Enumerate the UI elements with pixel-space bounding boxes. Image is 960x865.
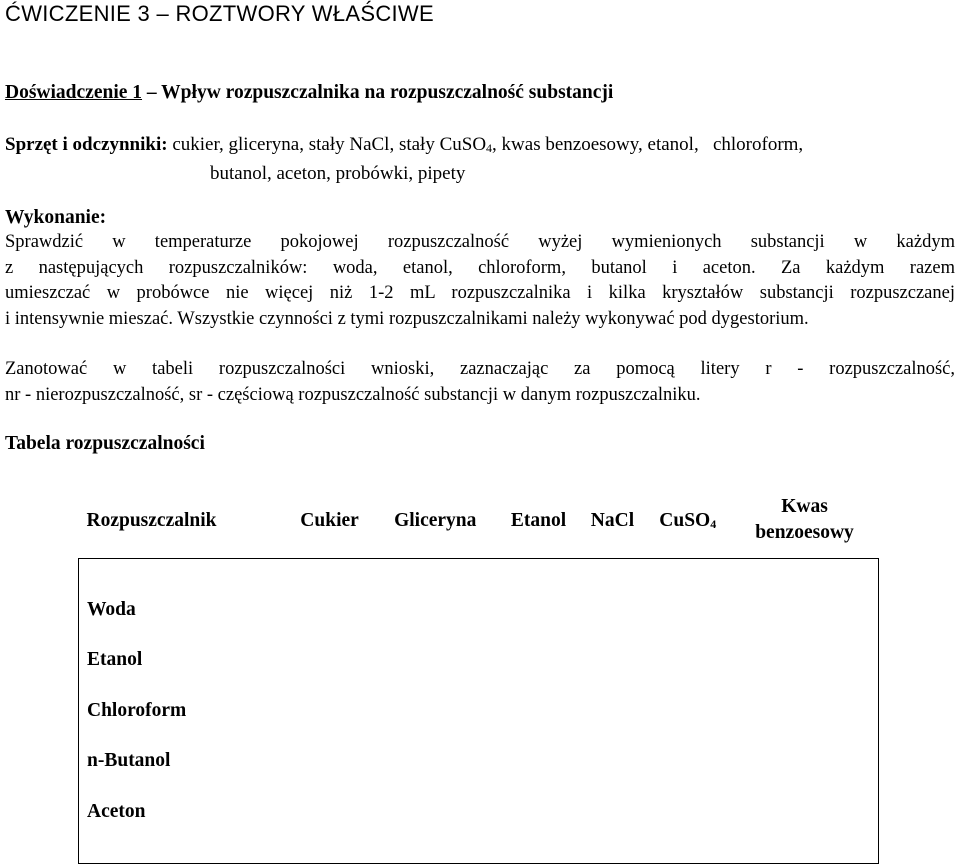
paragraph-line: Zanotować w tabeli rozpuszczalności wnioski, zaznaczając za pomocą litery r - rozpuszczalność, — [5, 359, 955, 379]
equipment-label: Sprzęt i odczynniki: — [5, 134, 168, 155]
header-cuso4-sub: 4 — [710, 516, 717, 531]
table-body-cell — [79, 558, 879, 863]
paragraph-line: umieszczać w probówce nie więcej niż 1-2 mL rozpuszczalnika i kilka kryształów substancji rozpuszczanej — [5, 283, 955, 303]
equipment-line-1 — [5, 132, 803, 161]
table-title: Tabela rozpuszczalności — [5, 433, 205, 454]
solubility-table — [78, 482, 879, 864]
header-cuso4-base: CuSO — [659, 509, 711, 531]
procedure-label: Wykonanie: — [5, 207, 107, 228]
procedure-paragraph-2 — [5, 357, 955, 408]
paragraph-line: z następujących rozpuszczalników: woda, etanol, chloroform, butanol i aceton. Za każdym razem — [5, 257, 955, 278]
solvent-row-label: Woda — [87, 598, 136, 620]
experiment-heading — [5, 82, 613, 104]
header-nacl: NaCl — [590, 509, 635, 531]
table-header-row — [79, 482, 879, 558]
procedure-paragraph-1 — [5, 230, 955, 332]
equipment-section — [5, 132, 803, 187]
solvent-row-label: Etanol — [87, 649, 143, 670]
equipment-subscript: 4 — [486, 141, 493, 155]
header-cuso4 — [645, 482, 730, 558]
paragraph-line: i intensywnie mieszać. Wszystkie czynności z tymi rozpuszczalnikami należy wykonywać pod dygestorium. — [5, 308, 809, 329]
experiment-number: Doświadczenie 1 — [5, 82, 143, 103]
solvent-row-label: Chloroform — [87, 699, 187, 721]
paragraph-line: Sprawdzić w temperaturze pokojowej rozpuszczalność wyżej wymienionych substancji w każdym — [5, 232, 955, 252]
header-ethanol: Etanol — [510, 509, 567, 531]
header-benzoic-line-1: Kwas — [781, 495, 828, 517]
equipment-text-1b: , kwas benzoesowy, etanol, chloroform, — [492, 134, 804, 155]
header-solvent: Rozpuszczalnik — [86, 509, 217, 531]
header-benzoic-line-2: benzoesowy — [755, 521, 854, 543]
paragraph-line: nr - nierozpuszczalność, sr - częściową rozpuszczalność substancji w danym rozpuszczalniku. — [5, 384, 701, 405]
header-sugar: Cukier — [300, 509, 359, 531]
table-body-row — [79, 558, 879, 863]
page-title: ĆWICZENIE 3 – ROZTWORY WŁAŚCIWE — [5, 1, 434, 26]
equipment-line-2: butanol, aceton, probówki, pipety — [210, 163, 466, 184]
equipment-text-1a: cukier, gliceryna, stały NaCl, stały CuSO — [172, 134, 487, 155]
solvent-list — [79, 585, 878, 838]
header-glycerin: Gliceryna — [394, 509, 477, 531]
solvent-row-label: Aceton — [87, 800, 146, 822]
experiment-title: – Wpływ rozpuszczalnika na rozpuszczalność substancji — [142, 82, 614, 103]
header-benzoic-acid — [730, 482, 878, 558]
solvent-row-label: n-Butanol — [87, 750, 171, 771]
